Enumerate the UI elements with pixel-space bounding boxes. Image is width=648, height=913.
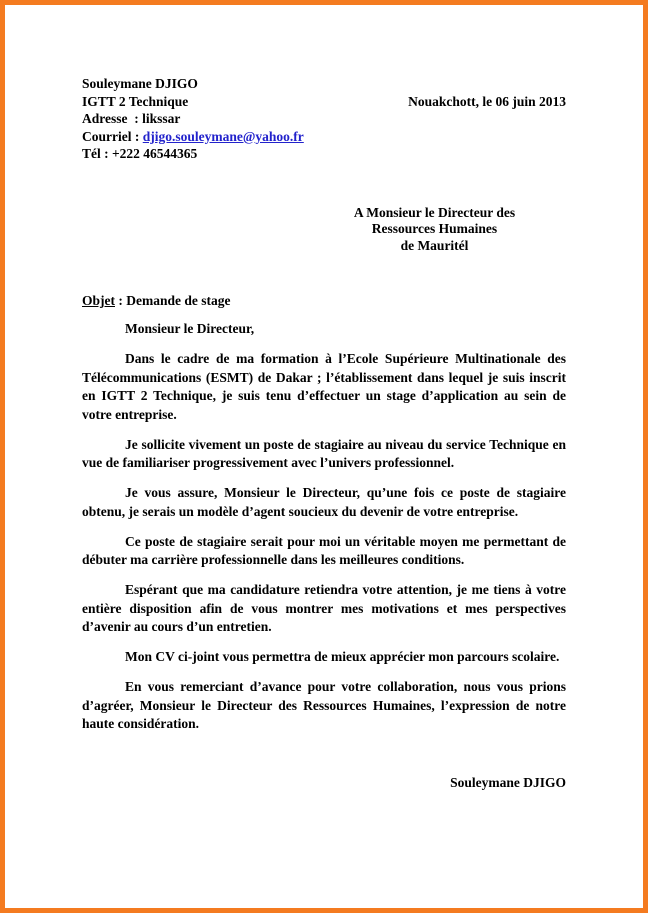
letter-header: [82, 75, 566, 163]
recipient-line-1: A Monsieur le Directeur des: [353, 204, 516, 220]
recipient-line-2: Ressources Humaines: [371, 221, 498, 236]
subject-label: Objet: [82, 293, 115, 308]
body-paragraph-6: Mon CV ci-joint vous permettra de mieux apprécier mon parcours scolaire.: [125, 649, 560, 664]
body-paragraph-7: En vous remerciant d’avance pour votre collaboration, nous vous prions d’agréer, Monsieur le Directeur des Ressources Humaines, l’expression de notre haute considération.: [82, 679, 566, 731]
subject-value: Demande de stage: [126, 293, 231, 308]
subject-line: [82, 292, 566, 310]
body-paragraph-5: Espérant que ma candidature retiendra votre attention, je me tiens à votre entière disposition afin de vous montrer mes motivations et mes perspectives d’avenir au cours d’un entretien.: [82, 582, 566, 634]
email-link[interactable]: djigo.souleymane@yahoo.fr: [142, 128, 304, 144]
sender-name: Souleymane DJIGO: [82, 76, 198, 91]
recipient-block: [317, 205, 552, 255]
sender-block: [82, 75, 566, 163]
subject-separator: :: [115, 293, 127, 308]
body-paragraph-2: Je sollicite vivement un poste de stagiaire au niveau du service Technique en vue de familiariser progressivement avec l’univers professionnel.: [82, 436, 566, 470]
sender-phone: Tél : +222 46544365: [82, 146, 198, 161]
salutation: Monsieur le Directeur,: [125, 321, 255, 336]
sender-email-line: [82, 128, 566, 146]
letter-date: Nouakchott, le 06 juin 2013: [408, 93, 566, 109]
recipient-line-3: de Mauritél: [400, 237, 469, 253]
sender-program: IGTT 2 Technique: [82, 93, 189, 109]
email-label: Courriel :: [82, 128, 143, 144]
body-paragraph-1: Dans le cadre de ma formation à l’Ecole Supérieure Multinationale des Télécommunications (ESMT) de Dakar ; l’établissement dans lequel je suis inscrit en IGTT 2 Technique, je suis tenu d’effectuer un stage d’application au sein de votre entreprise.: [82, 351, 566, 422]
sender-address: Adresse : likssar: [82, 111, 181, 126]
body-paragraph-3: Je vous assure, Monsieur le Directeur, qu’une fois ce poste de stagiaire obtenu, je serais un modèle d’agent soucieux du devenir de votre entreprise.: [82, 485, 566, 519]
signature: Souleymane DJIGO: [450, 774, 566, 790]
body-paragraph-4: Ce poste de stagiaire serait pour moi un véritable moyen me permettant de débuter ma carrière professionnelle dans les meilleures conditions.: [82, 533, 566, 567]
